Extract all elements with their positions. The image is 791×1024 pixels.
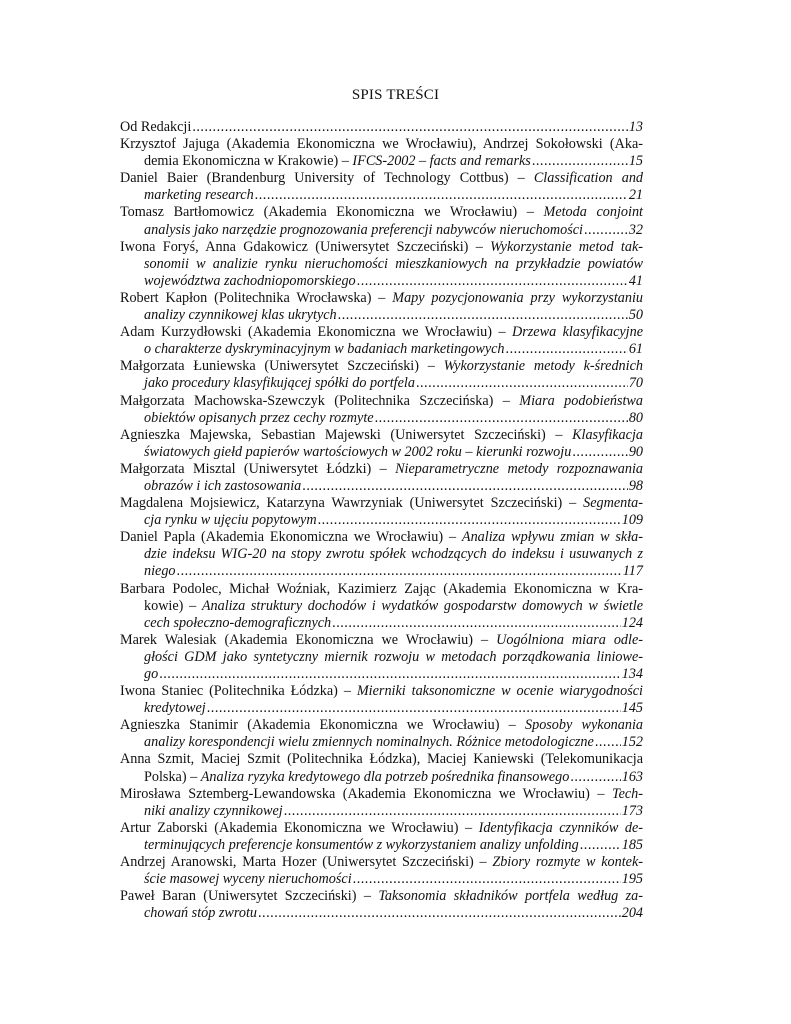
entry-author-text: Iwona Staniec (Politechnika Łódzka) – <box>120 683 357 700</box>
toc-entry <box>120 581 643 632</box>
toc-entry-leader-line <box>120 803 643 820</box>
dot-leader <box>284 803 621 820</box>
leader-text <box>144 666 158 683</box>
entry-author-text: Małgorzata Łuniewska (Uniwersytet Szczeciński) – <box>120 358 444 375</box>
entry-title-text: światowych giełd papierów wartościowych w 2002 roku – kierunki rozwoju <box>144 443 572 460</box>
entry-title-text: Uogólniona miara odle- <box>496 631 643 648</box>
leader-text <box>144 837 579 854</box>
toc-entry <box>120 119 643 136</box>
entry-title-text: analizy czynnikowej klas ukrytych <box>144 307 337 324</box>
table-of-contents <box>120 119 643 922</box>
entry-title-text: go <box>144 666 159 682</box>
toc-entry-line <box>120 598 643 615</box>
leader-text <box>144 563 176 580</box>
toc-entry-leader-line <box>120 307 643 324</box>
toc-entry-line <box>120 170 643 187</box>
entry-author-text: Polska) – <box>144 768 201 785</box>
leader-text <box>144 222 583 239</box>
entry-author-text: Paweł Baran (Uniwersytet Szczeciński) – <box>120 888 379 905</box>
toc-entry <box>120 461 643 495</box>
toc-entry-line <box>120 324 643 341</box>
entry-author-text: Iwona Foryś, Anna Gdakowicz (Uniwersytet Szczeciński) – <box>120 238 491 255</box>
entry-author-text: Daniel Papla (Akademia Ekonomiczna we Wrocławiu) – <box>120 529 462 546</box>
entry-title-text: niego <box>144 563 176 580</box>
entry-title-text: Identyfikacja czynników de- <box>478 819 643 836</box>
leader-text <box>144 444 571 461</box>
leader-text <box>144 187 254 204</box>
entry-title-text: analysis jako narzędzie prognozowania preferencji nabywców nieruchomości <box>144 221 583 238</box>
toc-entry-line <box>120 649 643 666</box>
toc-entry-line <box>120 290 643 307</box>
entry-title-text: marketing research <box>144 187 254 204</box>
toc-entry-line <box>120 717 643 734</box>
dot-leader <box>258 905 621 922</box>
entry-author-text: Marek Walesiak (Akademia Ekonomiczna we Wrocławiu) – <box>120 631 497 648</box>
entry-author-text: Andrzej Aranowski, Marta Hozer (Uniwersytet Szczeciński) – <box>120 854 493 871</box>
toc-entry <box>120 854 643 888</box>
toc-entry-line <box>120 256 643 273</box>
toc-entry-leader-line <box>120 700 643 717</box>
leader-text <box>144 410 374 427</box>
entry-title-text: kredytowej <box>144 700 206 717</box>
toc-entry-leader-line <box>120 222 643 239</box>
entry-author-text: Krzysztof Jajuga (Akademia Ekonomiczna we Wrocławiu), Andrzej Sokołowski (Aka- <box>120 136 643 153</box>
entry-title-text: głości GDM jako syntetyczny miernik rozwoju w metodach porządkowania liniowe- <box>144 648 643 665</box>
toc-entry <box>120 888 643 922</box>
toc-entry-leader-line <box>120 734 643 751</box>
leader-text <box>144 871 352 888</box>
entry-title-text: Tech- <box>612 785 643 802</box>
toc-entry <box>120 683 643 717</box>
leader-text <box>144 375 415 392</box>
entry-title-text: dzie indeksu WIG-20 na stopy zwrotu spółek wchodzących do indeksu i usuwanych z <box>144 546 643 563</box>
toc-entry-leader-line <box>120 273 643 290</box>
entry-title-text: cech społeczno-demograficznych <box>144 614 332 631</box>
toc-entry-leader-line <box>120 341 643 358</box>
toc-entry <box>120 495 643 529</box>
entry-title-text: Sposoby wykonania <box>525 717 643 734</box>
page-number: 173 <box>621 802 643 819</box>
entry-title-text: Metoda conjoint <box>543 204 643 221</box>
page-number: 204 <box>621 905 643 922</box>
toc-entry-leader-line <box>120 615 643 632</box>
toc-entry <box>120 290 643 324</box>
dot-leader <box>338 307 628 324</box>
toc-entry <box>120 393 643 427</box>
page-number: 50 <box>628 307 643 324</box>
entry-author-text: Agnieszka Majewska, Sebastian Majewski (Uniwersytet Szczeciński) – <box>120 426 573 443</box>
toc-entry <box>120 751 643 785</box>
entry-title-text: województwa zachodniopomorskiego <box>144 272 356 289</box>
entry-title-text: Klasyfikacja <box>572 426 643 443</box>
toc-entry-line <box>120 632 643 649</box>
leader-text <box>144 341 505 358</box>
leader-text <box>120 119 191 136</box>
entry-author-text: Robert Kapłon (Politechnika Wrocławska) – <box>120 289 393 306</box>
dot-leader <box>318 512 621 529</box>
entry-author-text: Agnieszka Stanimir (Akademia Ekonomiczna we Wrocławiu) – <box>120 717 525 734</box>
toc-entry <box>120 239 643 290</box>
page-number: 70 <box>628 375 643 392</box>
toc-entry-leader-line <box>120 871 643 888</box>
toc-entry-leader-line <box>120 375 643 392</box>
leader-text <box>144 803 283 820</box>
dot-leader <box>595 734 621 751</box>
leader-text <box>144 615 331 632</box>
toc-entry-leader-line <box>120 153 643 170</box>
entry-title-text: terminujących preferencje konsumentów z wykorzystaniem analizy unfolding <box>144 836 579 853</box>
dot-leader <box>192 119 628 136</box>
entry-title-text: Classification and <box>533 170 644 187</box>
entry-title-text: sonomii w analizie rynku nieruchomości mieszkaniowych na przykładzie powiatów <box>144 255 643 272</box>
dot-leader <box>580 837 621 854</box>
toc-entry-line <box>120 529 643 546</box>
page-number: 117 <box>622 563 643 580</box>
dot-leader <box>506 341 628 358</box>
entry-title-text: Drzewa klasyfikacyjne <box>512 324 643 341</box>
entry-author-text: kowie) – <box>144 597 202 614</box>
toc-entry <box>120 632 643 683</box>
entry-title-text: Analiza struktury dochodów i wydatków gospodarstw domowych w świetle <box>201 597 643 614</box>
leader-text <box>144 512 317 529</box>
toc-entry-leader-line <box>120 444 643 461</box>
entry-title-text: Nieparametryczne metody rozpoznawania <box>395 460 643 477</box>
dot-leader <box>302 478 628 495</box>
entry-author-text: Mirosława Sztemberg-Lewandowska (Akademia Ekonomiczna we Wrocławiu) – <box>120 785 612 802</box>
entry-author-text: Małgorzata Machowska-Szewczyk (Politechnika Szczecińska) – <box>120 392 520 409</box>
dot-leader <box>255 187 628 204</box>
toc-entry-line <box>120 393 643 410</box>
leader-text <box>144 734 594 751</box>
dot-leader <box>353 871 621 888</box>
dot-leader <box>572 444 628 461</box>
toc-entry-line <box>120 461 643 478</box>
entry-title-text: Taksonomia składników portfela według za- <box>378 888 643 905</box>
dot-leader <box>570 769 620 786</box>
toc-entry <box>120 529 643 580</box>
dot-leader <box>532 153 628 170</box>
toc-entry-line <box>120 683 643 700</box>
entry-author-text: Barbara Podolec, Michał Woźniak, Kazimierz Zając (Akademia Ekonomiczna w Kra- <box>120 580 643 597</box>
entry-title-text: Mierniki taksonomiczne w ocenie wiarygodności <box>356 683 643 700</box>
page-title: SPIS TREŚCI <box>351 87 440 103</box>
entry-title-text: chowań stóp zwrotu <box>144 905 257 922</box>
leader-text <box>144 153 531 170</box>
entry-author-text: Daniel Baier (Brandenburg University of Technology Cottbus) – <box>120 170 534 187</box>
entry-title-text: IFCS-2002 – facts and remarks <box>352 153 531 170</box>
entry-author-text: Od Redakcji <box>120 119 192 135</box>
leader-text <box>144 273 356 290</box>
entry-title-text: Zbiory rozmyte w kontek- <box>492 854 644 871</box>
toc-entry <box>120 786 643 820</box>
toc-entry-leader-line <box>120 666 643 683</box>
entry-author-text: Magdalena Mojsiewicz, Katarzyna Wawrzyniak (Uniwersytet Szczeciński) – <box>120 495 584 512</box>
dot-leader <box>207 700 621 717</box>
entry-title-text: niki analizy czynnikowej <box>144 802 283 819</box>
toc-entry-line <box>120 546 643 563</box>
entry-author-text: Adam Kurzydłowski (Akademia Ekonomiczna we Wrocławiu) – <box>120 324 513 341</box>
toc-entry <box>120 427 643 461</box>
entry-title-text: Segmenta- <box>583 495 643 512</box>
toc-entry-line <box>120 239 643 256</box>
toc-entry-leader-line <box>120 769 643 786</box>
dot-leader <box>416 375 628 392</box>
page-number: 152 <box>621 734 643 751</box>
toc-entry <box>120 136 643 170</box>
toc-entry-leader-line <box>120 837 643 854</box>
toc-entry-leader-line <box>120 119 643 136</box>
page-number: 109 <box>621 512 643 529</box>
toc-entry-leader-line <box>120 410 643 427</box>
toc-entry-leader-line <box>120 478 643 495</box>
toc-entry-leader-line <box>120 512 643 529</box>
toc-entry-line <box>120 581 643 598</box>
toc-entry <box>120 820 643 854</box>
leader-text <box>144 478 301 495</box>
toc-entry-line <box>120 136 643 153</box>
entry-author-text: Anna Szmit, Maciej Szmit (Politechnika Łódzka), Maciej Kaniewski (Telekomunikacja <box>120 751 643 768</box>
dot-leader <box>159 666 621 683</box>
toc-entry <box>120 324 643 358</box>
entry-title-text: Wykorzystanie metody k-średnich <box>443 358 643 375</box>
entry-title-text: jako procedury klasyfikującej spółki do portfela <box>144 375 415 392</box>
entry-title-text: ście masowej wyceny nieruchomości <box>144 871 352 888</box>
entry-title-text: analizy korespondencji wielu zmiennych nominalnych. Różnice metodologiczne <box>144 734 594 751</box>
page-number: 32 <box>628 221 643 238</box>
entry-title-text: obiektów opisanych przez cechy rozmyte <box>144 409 374 426</box>
toc-entry <box>120 170 643 204</box>
toc-entry <box>120 204 643 238</box>
page-number: 15 <box>628 153 643 170</box>
entry-title-text: Wykorzystanie metod tak- <box>490 238 643 255</box>
entry-author-text: demia Ekonomiczna w Krakowie) – <box>144 153 353 170</box>
entry-title-text: Miara podobieństwa <box>519 392 643 409</box>
toc-entry-leader-line <box>120 187 643 204</box>
toc-entry-leader-line <box>120 905 643 922</box>
toc-entry-line <box>120 358 643 375</box>
toc-entry-line <box>120 786 643 803</box>
entry-title-text: obrazów i ich zastosowania <box>144 477 302 494</box>
toc-entry <box>120 717 643 751</box>
toc-entry-leader-line <box>120 563 643 580</box>
entry-title-text: Mapy pozycjonowania przy wykorzystaniu <box>392 289 643 306</box>
dot-leader <box>332 615 621 632</box>
entry-author-text: Artur Zaborski (Akademia Ekonomiczna we Wrocławiu) – <box>120 819 479 836</box>
toc-entry-line <box>120 888 643 905</box>
dot-leader <box>375 410 628 427</box>
page-number: 124 <box>621 614 643 631</box>
page-number: 195 <box>621 871 643 888</box>
page-number: 41 <box>628 272 643 289</box>
leader-text <box>144 307 337 324</box>
page-number: 185 <box>621 836 643 853</box>
page-number: 145 <box>621 700 643 717</box>
entry-author-text: Małgorzata Misztal (Uniwersytet Łódzki) – <box>120 460 396 477</box>
page-number: 61 <box>628 341 643 358</box>
entry-title-text: Analiza wpływu zmian w skła- <box>461 529 643 546</box>
toc-entry-line <box>120 427 643 444</box>
page-number: 21 <box>628 187 643 204</box>
toc-entry-line <box>120 495 643 512</box>
leader-text <box>144 700 206 717</box>
leader-text <box>144 769 569 786</box>
toc-entry-line <box>120 204 643 221</box>
entry-title-text: Analiza ryzyka kredytowego dla potrzeb pośrednika finansowego <box>200 768 570 785</box>
entry-title-text: cja rynku w ujęciu popytowym <box>144 512 317 529</box>
page-number: 13 <box>628 119 643 135</box>
toc-entry-line <box>120 751 643 768</box>
entry-author-text: Tomasz Bartłomowicz (Akademia Ekonomiczna we Wrocławiu) – <box>120 204 544 221</box>
page-number: 134 <box>621 666 643 682</box>
page-number: 80 <box>628 409 643 426</box>
entry-title-text: o charakterze dyskryminacyjnym w badaniach marketingowych <box>144 341 505 358</box>
page-number: 90 <box>628 443 643 460</box>
page-number: 98 <box>628 477 643 494</box>
leader-text <box>144 905 257 922</box>
toc-entry <box>120 358 643 392</box>
dot-leader <box>177 563 622 580</box>
dot-leader <box>357 273 628 290</box>
toc-entry-line <box>120 820 643 837</box>
page-number: 163 <box>621 768 643 785</box>
toc-entry-line <box>120 854 643 871</box>
dot-leader <box>584 222 628 239</box>
